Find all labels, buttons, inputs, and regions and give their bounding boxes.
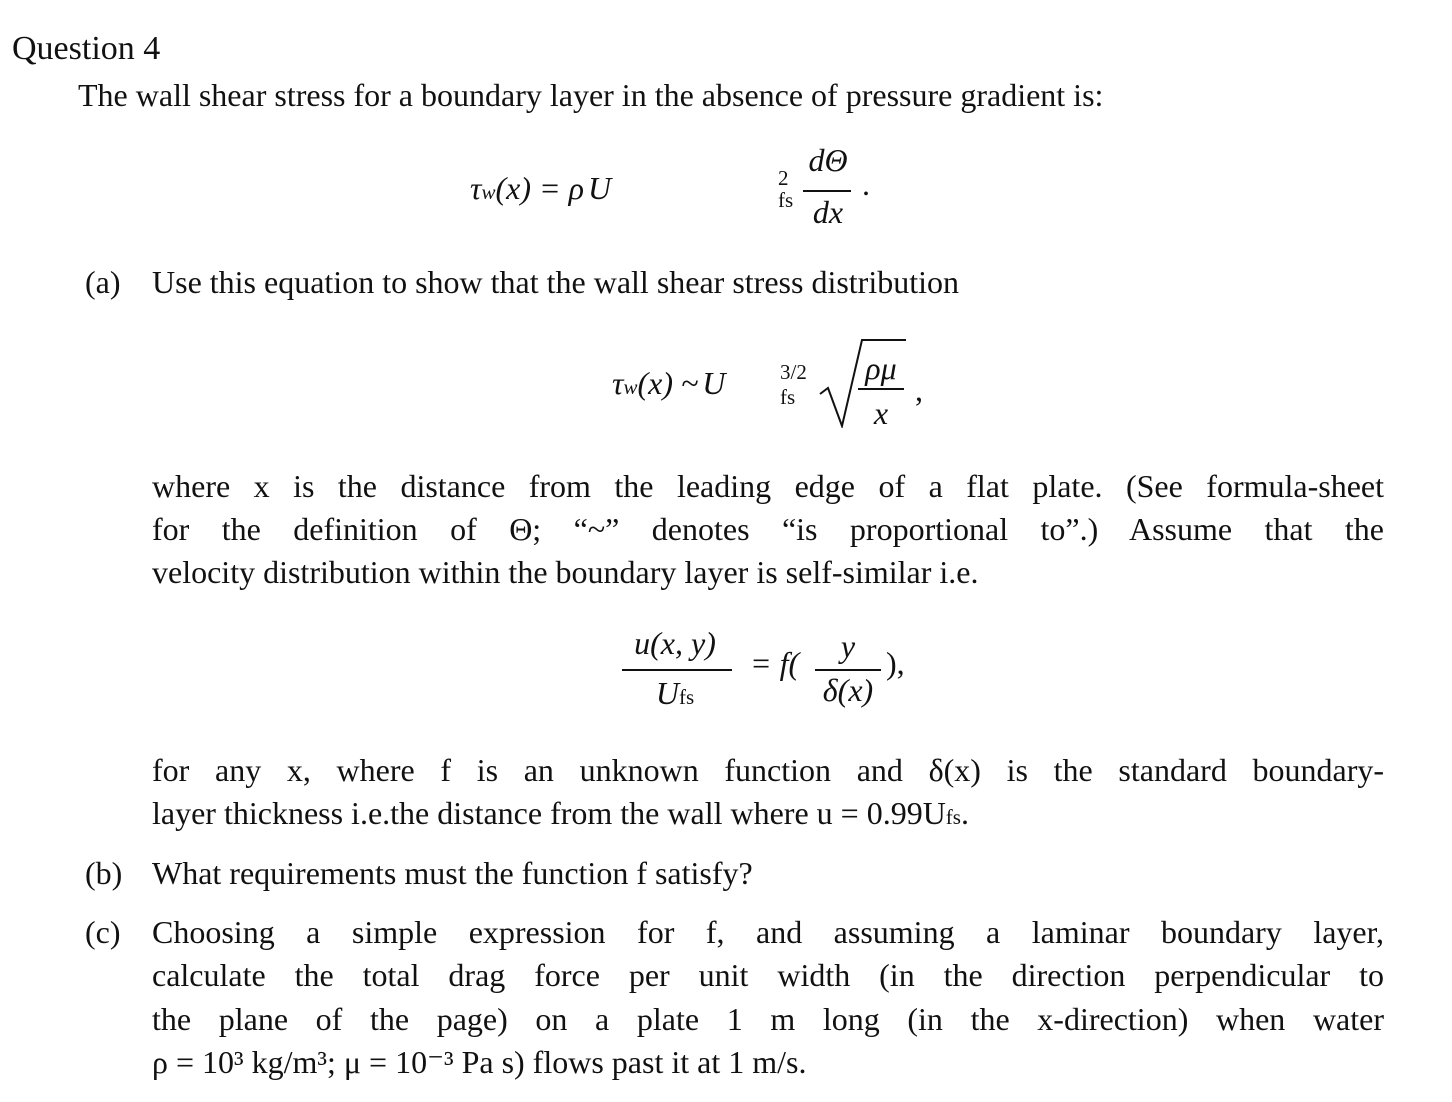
part-a-label: (a) bbox=[85, 264, 121, 300]
eq1-end: . bbox=[862, 166, 870, 202]
part-a-line-5-sub: fs bbox=[945, 805, 961, 829]
eq2-denominator: x bbox=[873, 395, 889, 431]
part-a-line-5 bbox=[152, 793, 969, 837]
eq1-sub-w: w bbox=[481, 180, 496, 204]
intro-text: The wall shear stress for a boundary layer in the absence of pressure gradient is: bbox=[78, 77, 1104, 113]
part-c-line-1: Choosing a simple expression for f, and assuming a laminar boundary layer, bbox=[152, 914, 1384, 950]
eq3-numerator: u(x, y) bbox=[634, 625, 716, 661]
part-c-line-3: the plane of the page) on a plate 1 m long (in the x-direction) when water bbox=[152, 1001, 1384, 1037]
eq3-end: ), bbox=[886, 645, 905, 681]
question-title: Question 4 bbox=[12, 30, 161, 67]
eq1-tau: τ bbox=[470, 170, 482, 206]
eq2-U: U bbox=[702, 365, 726, 401]
eq3-inner-denominator: δ(x) bbox=[822, 672, 874, 708]
eq1-numerator: dΘ bbox=[808, 142, 848, 178]
eq2-sub-fs: fs bbox=[780, 385, 796, 409]
eq3-fraction-bar bbox=[622, 669, 732, 671]
eq3-sub-fs: fs bbox=[678, 685, 695, 709]
eq1-denominator: dx bbox=[812, 194, 844, 230]
part-c-label: (c) bbox=[85, 914, 121, 950]
eq2-tau: τ bbox=[612, 365, 624, 401]
eq2-end: , bbox=[915, 372, 923, 408]
part-a-line-2: for the definition of Θ; “~” denotes “is proportional to”.) Assume that the bbox=[152, 511, 1384, 547]
part-a-text: Use this equation to show that the wall shear stress distribution bbox=[152, 264, 959, 300]
part-c-line-2: calculate the total drag force per unit width (in the direction perpendicular to bbox=[152, 957, 1384, 993]
part-a-line-5-text: layer thickness i.e.the distance from the wall where u = 0.99U bbox=[152, 795, 946, 831]
part-a-line-4: for any x, where f is an unknown function and δ(x) is the standard boundary- bbox=[152, 752, 1384, 788]
eq1-arg: (x) = ρ bbox=[495, 170, 584, 206]
eq2-numerator: ρμ bbox=[865, 350, 897, 386]
eq2-arg: (x) ~ bbox=[637, 365, 699, 401]
eq3-inner-numerator: y bbox=[840, 628, 856, 664]
eq2-sub-w: w bbox=[623, 375, 638, 399]
part-a-line-5-end: . bbox=[960, 795, 969, 831]
eq1-U: U bbox=[587, 170, 612, 206]
eq2-sup: 3/2 bbox=[780, 360, 807, 384]
eq2-fraction-bar bbox=[858, 388, 904, 390]
eq1-sub-fs: fs bbox=[778, 188, 794, 212]
eq3-equals: = f( bbox=[750, 645, 800, 681]
part-a-line-1: where x is the distance from the leading edge of a flat plate. (See formula-sheet bbox=[152, 468, 1384, 504]
eq3-inner-bar bbox=[815, 669, 881, 671]
part-a-line-3: velocity distribution within the boundary layer is self-similar i.e. bbox=[152, 554, 979, 590]
eq1-fraction-bar bbox=[803, 190, 851, 192]
part-c-line-4: ρ = 10³ kg/m³; μ = 10⁻³ Pa s) flows past it at 1 m/s. bbox=[152, 1044, 807, 1080]
eq1-sup: 2 bbox=[778, 166, 789, 190]
eq3-U: U bbox=[655, 675, 679, 711]
part-b-label: (b) bbox=[85, 855, 123, 891]
part-b-text: What requirements must the function f satisfy? bbox=[152, 855, 753, 891]
